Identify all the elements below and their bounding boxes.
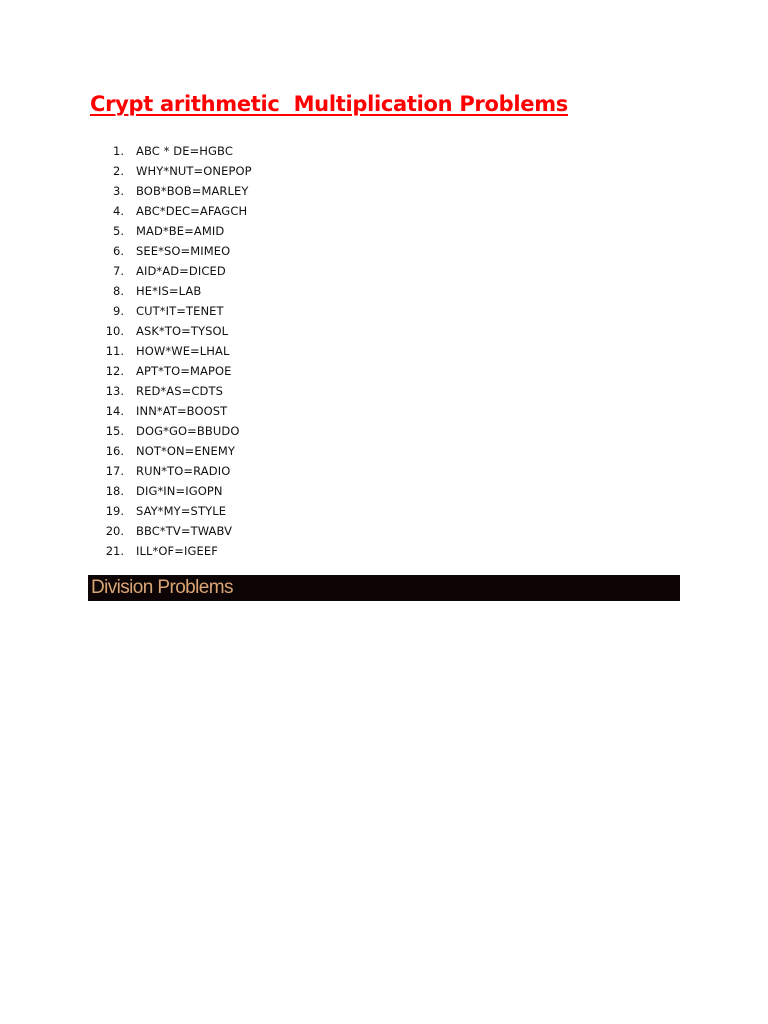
problem-item	[104, 341, 252, 361]
problem-expression: ASK*TO=TYSOL	[136, 324, 229, 338]
problem-expression: APT*TO=MAPOE	[136, 364, 232, 378]
problem-expression: ABC*DEC=AFAGCH	[136, 204, 248, 218]
division-section-title: Division Problems	[91, 577, 233, 598]
problem-number: 17.	[105, 464, 124, 478]
problem-item	[104, 461, 252, 481]
problem-number: 13.	[105, 384, 124, 398]
problem-expression: INN*AT=BOOST	[136, 404, 228, 418]
problem-item	[104, 181, 252, 201]
problem-expression: WHY*NUT=ONEPOP	[136, 164, 252, 178]
problem-expression: DIG*IN=IGOPN	[136, 484, 223, 498]
problem-expression: BOB*BOB=MARLEY	[136, 184, 249, 198]
problem-item	[104, 541, 252, 561]
problem-item	[104, 161, 252, 181]
problem-item	[104, 481, 252, 501]
problem-number: 11.	[105, 344, 124, 358]
problem-expression: RED*AS=CDTS	[136, 384, 223, 398]
problem-expression: DOG*GO=BBUDO	[136, 424, 240, 438]
problem-number: 1.	[113, 144, 124, 158]
problem-number: 2.	[113, 164, 124, 178]
problem-expression: AID*AD=DICED	[136, 264, 226, 278]
problem-item	[104, 141, 252, 161]
page-title: Crypt arithmetic Multiplication Problems	[90, 92, 568, 116]
problem-number: 19.	[105, 504, 124, 518]
problem-number: 12.	[105, 364, 124, 378]
problem-number: 4.	[113, 204, 124, 218]
problem-number: 8.	[113, 284, 124, 298]
problem-number: 15.	[105, 424, 124, 438]
problem-item	[104, 241, 252, 261]
problem-item	[104, 521, 252, 541]
problem-number: 9.	[113, 304, 124, 318]
problem-expression: NOT*ON=ENEMY	[136, 444, 236, 458]
multiplication-problem-list	[104, 141, 252, 561]
problem-item	[104, 301, 252, 321]
problem-expression: SAY*MY=STYLE	[136, 504, 227, 518]
problem-expression: ABC * DE=HGBC	[136, 144, 233, 158]
problem-expression: HOW*WE=LHAL	[136, 344, 230, 358]
problem-item	[104, 421, 252, 441]
problem-number: 20.	[105, 524, 124, 538]
problem-item	[104, 321, 252, 341]
problem-item	[104, 281, 252, 301]
problem-number: 16.	[105, 444, 124, 458]
problem-item	[104, 501, 252, 521]
problem-item	[104, 361, 252, 381]
problem-number: 6.	[113, 244, 124, 258]
problem-item	[104, 201, 252, 221]
problem-number: 5.	[113, 224, 124, 238]
problem-number: 3.	[113, 184, 124, 198]
problem-number: 10.	[105, 324, 124, 338]
problem-item	[104, 261, 252, 281]
problem-number: 21.	[105, 544, 124, 558]
problem-expression: CUT*IT=TENET	[136, 304, 224, 318]
problem-item	[104, 441, 252, 461]
problem-item	[104, 401, 252, 421]
problem-expression: RUN*TO=RADIO	[136, 464, 231, 478]
problem-number: 18.	[105, 484, 124, 498]
problem-expression: HE*IS=LAB	[136, 284, 202, 298]
problem-expression: SEE*SO=MIMEO	[136, 244, 231, 258]
problem-number: 14.	[105, 404, 124, 418]
problem-expression: MAD*BE=AMID	[136, 224, 225, 238]
problem-number: 7.	[113, 264, 124, 278]
problem-expression: BBC*TV=TWABV	[136, 524, 233, 538]
division-section-banner	[88, 575, 680, 601]
problem-item	[104, 221, 252, 241]
problem-expression: ILL*OF=IGEEF	[136, 544, 218, 558]
problem-item	[104, 381, 252, 401]
